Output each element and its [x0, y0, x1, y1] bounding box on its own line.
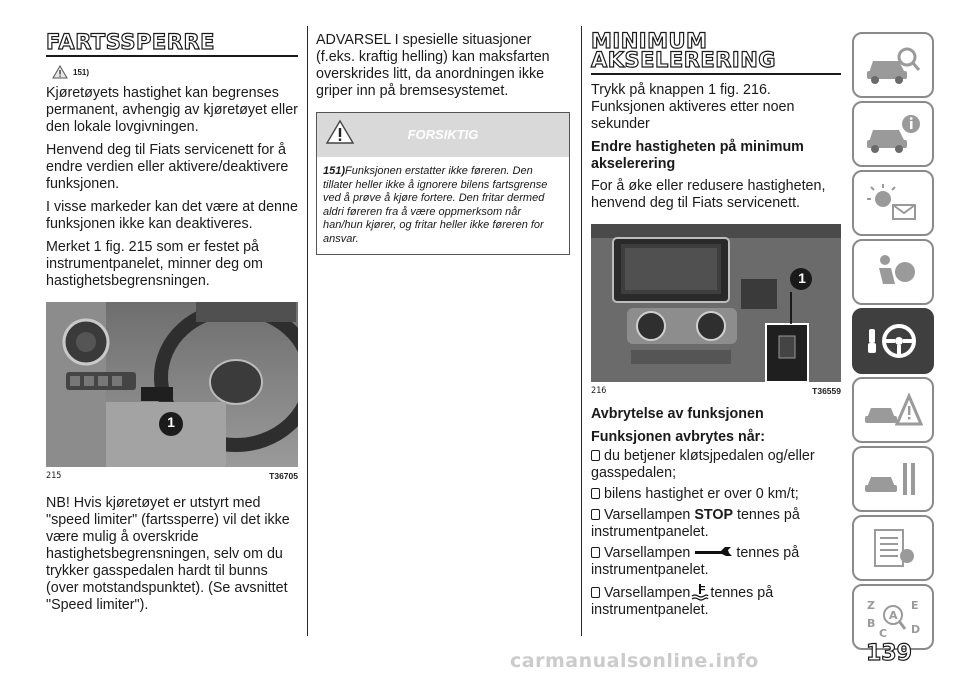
list-item [591, 486, 841, 503]
car-search-icon [863, 43, 923, 87]
list-item [591, 448, 841, 482]
paragraph: Merket 1 fig. 215 som er festet på instrumentpanelet, minner deg om hastighetsbegrensningen. [46, 239, 263, 289]
car-info-icon [863, 112, 923, 156]
warning-header [317, 113, 569, 157]
title-line-1: MINIMUM [591, 29, 708, 53]
warning-body: Funksjonen erstatter ikke føreren. Den tillater heller ikke å ignorere bilens fartsgrense ved å prøve å kjøre fortere. Den fritar dermed aldri føreren fra å være oppmerksom når han/hun kjører, og fritar heller ikke føreren for ansvar. [323, 165, 548, 245]
figure-215 [46, 302, 298, 481]
car-service-tools-icon [863, 457, 923, 501]
tab-maintenance[interactable] [852, 446, 934, 512]
list-item-text: du betjener kløtsjpedalen og/eller gasspedalen; [591, 448, 815, 481]
svg-text:Z: Z [867, 599, 875, 612]
list-item [591, 545, 841, 579]
title-line-2: AKSELERERING [591, 48, 777, 72]
svg-text:C: C [879, 627, 888, 639]
paragraph: Kjøretøyets hastighet kan begrenses permanent, avhengig av kjøretøyet eller den lokale lovgivningen. [46, 85, 298, 135]
warning-box [316, 112, 570, 255]
watermark: carmanualsonline.info [510, 650, 759, 672]
bullet-box-icon [591, 450, 600, 461]
tab-emergency[interactable] [852, 377, 934, 443]
column-1 [46, 26, 298, 620]
figure-caption [46, 471, 298, 481]
list-item-text: Varsellampen [604, 585, 691, 601]
figure-caption [591, 386, 841, 396]
paragraph: For å øke eller redusere hastigheten, henvend deg til Fiats servicenett. [591, 178, 826, 211]
tab-technical-data[interactable] [852, 515, 934, 581]
figure-code: T36705 [269, 471, 298, 481]
alphabetical-index-icon [863, 595, 923, 639]
list-item-text: bilens hastighet er over 0 km/t; [604, 486, 799, 502]
list-item-text: tennes på instrumentpanelet. [591, 545, 800, 578]
bullet-box-icon [591, 509, 600, 520]
list-item [591, 583, 841, 619]
svg-text:E: E [911, 599, 919, 612]
tab-car-search[interactable] [852, 32, 934, 98]
column-3 [591, 26, 841, 623]
list-item-text: tennes på instrumentpanelet. [591, 507, 800, 540]
subheading: Funksjonen avbrytes når: [591, 429, 765, 445]
warning-title: FORSIKTIG [407, 127, 479, 142]
subheading: Avbrytelse av funksjonen [591, 406, 764, 422]
airbag-icon [863, 250, 923, 294]
list-item [591, 507, 841, 541]
column-2 [316, 32, 570, 255]
column-divider [581, 26, 582, 636]
center-console-photo [591, 224, 841, 382]
warning-reference-number: 151) [323, 165, 346, 177]
bullet-box-icon [591, 587, 600, 598]
list-item-text: Varsellampen [604, 507, 691, 523]
figure-code: T36559 [812, 386, 841, 396]
paragraph: NB! Hvis kjøretøyet er utstyrt med "speed limiter" (fartssperre) vil det ikke være mulig å overskride hastighetsbegrensningen, selv om du trykker gasspedalen hardt til bunns (over motstandspunktet). (Se avsnittet "Speed limiter"). [46, 495, 290, 613]
stop-label: STOP [694, 507, 734, 523]
figure-216 [591, 224, 841, 396]
figure-callout: 1 [167, 414, 175, 430]
tab-warning-lights[interactable] [852, 170, 934, 236]
svg-text:A: A [889, 609, 898, 622]
svg-text:D: D [911, 623, 921, 636]
tab-car-info[interactable] [852, 101, 934, 167]
bullet-box-icon [591, 488, 600, 499]
steering-wheel-key-icon [863, 319, 923, 363]
figure-number: 216 [591, 386, 607, 396]
wrench-icon [691, 545, 735, 561]
tab-airbag[interactable] [852, 239, 934, 305]
section-title-fartssperre: FARTSSPERRE [46, 32, 298, 57]
coolant-temperature-icon [691, 583, 709, 601]
paragraph: ADVARSEL I spesielle situasjoner (f.eks. kraftig helling) kan maksfarten overskrides litt, da anordningen ikke griper inn på bremsesystemet. [316, 32, 550, 99]
warning-triangle-icon [52, 65, 68, 79]
section-title-minimum-akselerering [591, 29, 841, 75]
warning-text [317, 157, 569, 254]
paragraph: I visse markeder kan det være at denne funksjonen ikke kan deaktiveres. [46, 199, 298, 232]
reference-number: 151) [73, 67, 90, 77]
technical-data-icon [863, 526, 923, 570]
dashboard-photo [46, 302, 298, 467]
column-divider [307, 26, 308, 636]
chapter-tabs [852, 32, 934, 653]
page-number: 139 [866, 641, 912, 666]
bullet-box-icon [591, 547, 600, 558]
figure-callout: 1 [798, 270, 806, 286]
figure-number: 215 [46, 471, 62, 481]
list-item-text: Varsellampen [604, 545, 691, 561]
warning-reference [52, 65, 298, 79]
paragraph: Trykk på knappen 1 fig. 216. Funksjonen aktiveres etter noen sekunder [591, 82, 795, 132]
paragraph: Henvend deg til Fiats servicenett for å endre verdien eller aktivere/deaktivere funksjonen. [46, 142, 289, 192]
list-item-text: tennes på instrumentpanelet. [591, 585, 774, 618]
tab-starting-and-driving[interactable] [852, 308, 934, 374]
subheading: Endre hastigheten på minimum akselerering [591, 139, 804, 172]
svg-text:B: B [867, 617, 876, 630]
car-warning-triangle-icon [863, 388, 923, 432]
warning-lights-icon [863, 181, 923, 225]
